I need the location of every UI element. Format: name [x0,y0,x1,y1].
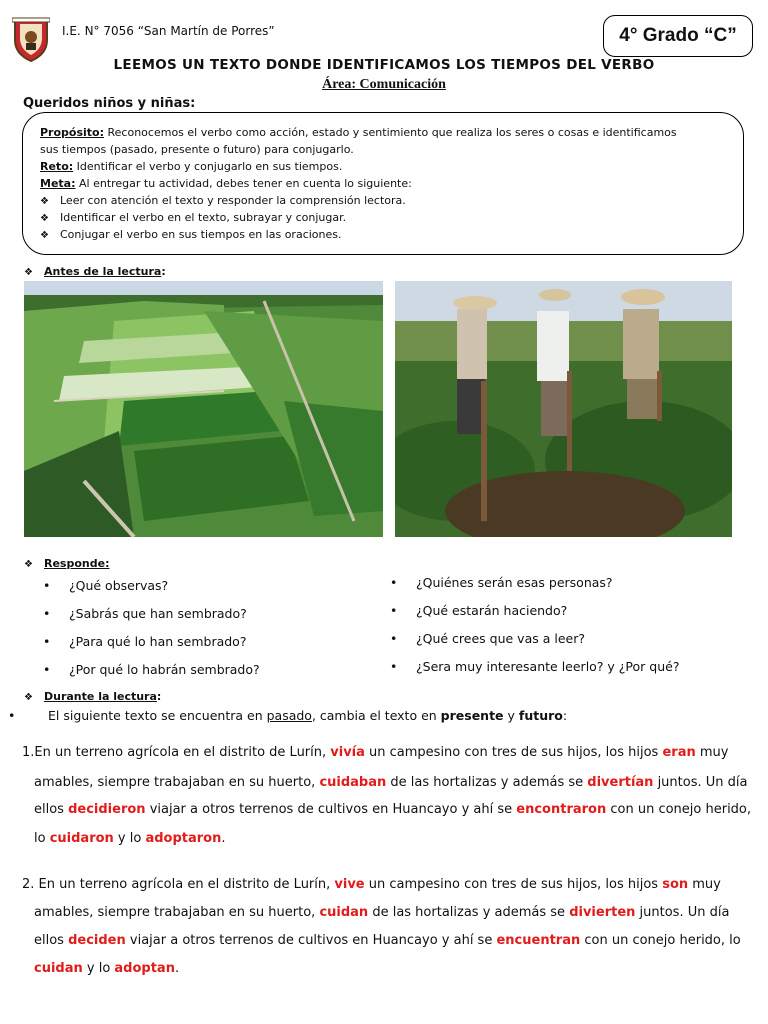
page-title: LEEMOS UN TEXTO DONDE IDENTIFICAMOS LOS TIEMPOS DEL VERBO [113,57,655,73]
before-reading-heading: ❖ Antes de la lectura: [24,265,166,278]
goal-text: Al entregar tu actividad, debes tener en cuenta lo siguiente: [75,177,412,190]
purpose-text: Reconocemos el verbo como acción, estado y sentimiento que realiza los seres o cosas e identificamos [104,126,677,139]
challenge-label: Reto: [40,160,74,173]
grade-label: 4° Grado “C” [603,15,753,57]
verb: son [662,877,689,892]
bullet-icon: • [43,662,51,677]
verb: divierten [569,905,636,920]
subject-area: Área: Comunicación [322,77,446,92]
paragraph-1-line-2: amables, siempre trabajaban en su huerto, cuidaban de las hortalizas y además se divertían juntos. Un día [34,775,748,790]
during-reading-heading: ❖ Durante la lectura: [24,690,162,703]
diamond-icon: ❖ [24,559,33,570]
paragraph-2-line-1: 2. En un terreno agrícola en el distrito de Lurín, vive un campesino con tres de sus hijos, los hijos son muy [22,877,721,892]
question-item: • ¿Qué crees que vas a leer? [390,631,585,646]
challenge-line [40,160,342,173]
verb: cuidan [34,961,83,976]
school-name: I.E. N° 7056 “San Martín de Porres” [62,24,275,38]
diamond-icon: ❖ [40,213,49,224]
question-item: • ¿Sera muy interesante leerlo? y ¿Por qué? [390,659,680,674]
goal-label: Meta: [40,177,76,190]
purpose-line-2: sus tiempos (pasado, presente o futuro) para conjugarlo. [40,143,354,156]
greeting: Queridos niños y niñas: [23,96,196,111]
verb: cuidaban [319,775,387,790]
challenge-text: Identificar el verbo y conjugarlo en sus tiempos. [73,160,343,173]
diamond-icon: ❖ [24,267,33,278]
verb: encuentran [496,933,581,948]
verb: adoptan [114,961,175,976]
purpose-label: Propósito: [40,126,105,139]
verb: deciden [68,933,126,948]
verb: vivía [330,745,365,760]
farmers-working-photo [395,281,732,537]
question-item: • ¿Sabrás que han sembrado? [43,606,247,621]
bullet-icon: • [43,606,51,621]
diamond-icon: ❖ [40,230,49,241]
purpose-line [40,126,677,139]
bullet-icon: • [390,659,398,674]
paragraph-2-line-2: amables, siempre trabajaban en su huerto, cuidan de las hortalizas y además se divierten juntos. Un día [34,905,730,920]
paragraph-1-line-3: ellos decidieron viajar a otros terrenos de cultivos en Huancayo y ahí se encontraron con un conejo herido, [34,802,752,817]
question-item: • ¿Por qué lo habrán sembrado? [43,662,260,677]
bullet-icon: • [43,634,51,649]
bullet-icon: • [8,708,16,723]
question-item: • ¿Quiénes serán esas personas? [390,575,613,590]
bullet-icon: • [390,575,398,590]
goal-item: ❖ Leer con atención el texto y responder la comprensión lectora. [40,194,406,207]
verb: decidieron [68,802,146,817]
goal-line [40,177,412,190]
diamond-icon: ❖ [40,196,49,207]
question-item: • ¿Qué estarán haciendo? [390,603,568,618]
bullet-icon: • [390,631,398,646]
instruction-line: • El siguiente texto se encuentra en pasado, cambia el texto en presente y futuro: [8,708,568,723]
question-item: • ¿Para qué lo han sembrado? [43,634,247,649]
verb: cuidan [319,905,369,920]
paragraph-2-line-4: cuidan y lo adoptan. [34,961,180,976]
verb: adoptaron [145,831,222,846]
aerial-fields-photo [24,281,383,537]
verb: cuidaron [49,831,114,846]
question-item: • ¿Qué observas? [43,578,169,593]
school-crest-logo [12,16,50,62]
verb: eran [662,745,696,760]
bullet-icon: • [390,603,398,618]
diamond-icon: ❖ [24,692,33,703]
paragraph-2-line-3: ellos deciden viajar a otros terrenos de cultivos en Huancayo y ahí se encuentran con un conejo herido, lo [34,933,741,948]
goal-item: ❖ Conjugar el verbo en sus tiempos en las oraciones. [40,228,342,241]
goal-item: ❖ Identificar el verbo en el texto, subrayar y conjugar. [40,211,347,224]
verb: encontraron [516,802,607,817]
paragraph-1-line-4: lo cuidaron y lo adoptaron. [34,831,226,846]
verb: vive [334,877,365,892]
paragraph-1-line-1: 1.En un terreno agrícola en el distrito de Lurín, vivía un campesino con tres de sus hijos, los hijos eran muy [22,745,729,760]
bullet-icon: • [43,578,51,593]
respond-heading: ❖ Responde: [24,557,110,570]
verb: divertían [587,775,654,790]
